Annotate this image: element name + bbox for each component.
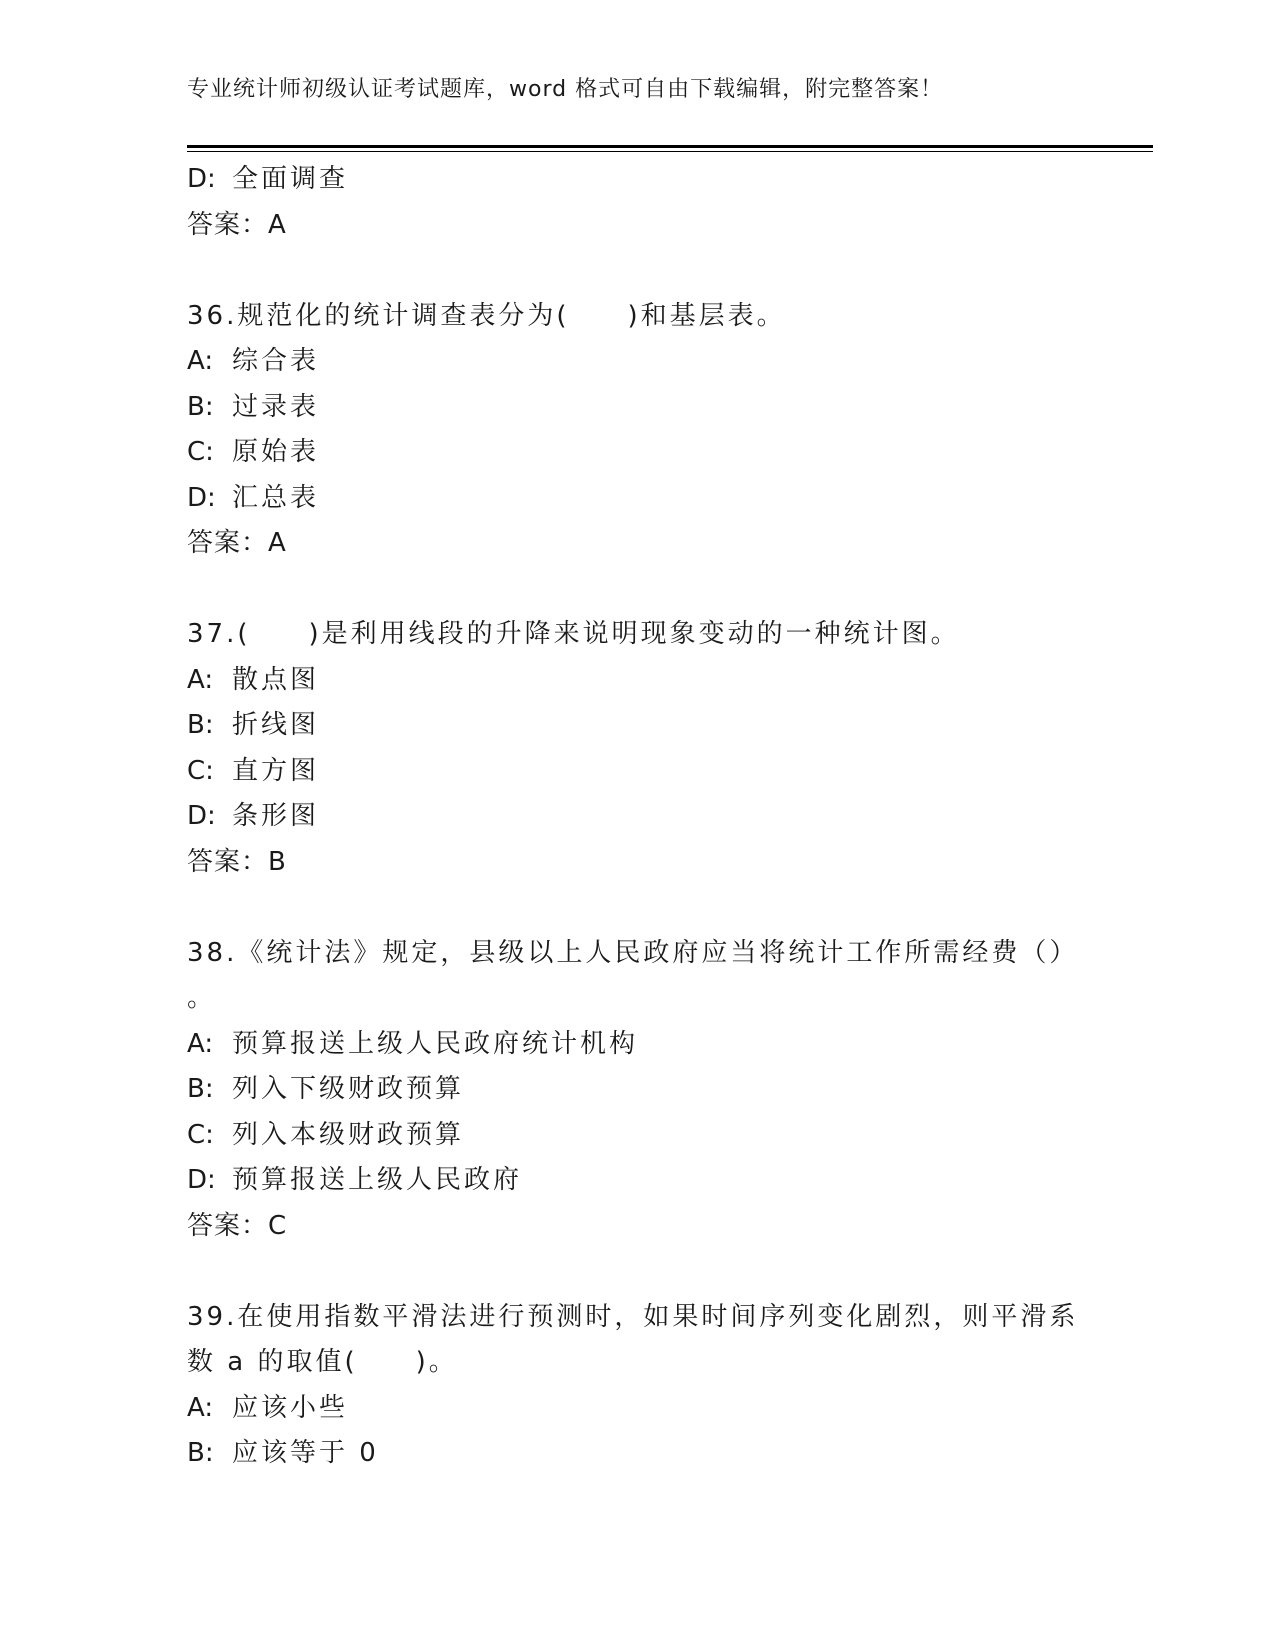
option-text: 预算报送上级人民政府统计机构 bbox=[232, 1028, 639, 1059]
option-text: 条形图 bbox=[232, 801, 320, 831]
option-text: 汇总表 bbox=[232, 482, 320, 513]
option-text: 列入下级财政预算 bbox=[232, 1074, 465, 1104]
option-key: D: bbox=[187, 482, 216, 513]
option-key: C: bbox=[187, 755, 214, 786]
option-d bbox=[187, 794, 1087, 840]
option-d bbox=[187, 157, 1087, 203]
option-key: B: bbox=[187, 1438, 214, 1468]
option-key: C: bbox=[187, 1119, 214, 1150]
question-36 bbox=[187, 294, 1087, 567]
option-a bbox=[187, 339, 1087, 385]
question-stem: 37.( )是利用线段的升降来说明现象变动的一种统计图。 bbox=[187, 619, 960, 649]
option-b bbox=[187, 703, 1087, 749]
option-d bbox=[187, 476, 1087, 522]
option-c bbox=[187, 1113, 1087, 1159]
page-header: 专业统计师初级认证考试题库，word 格式可自由下载编辑，附完整答案！ bbox=[187, 77, 944, 102]
option-text: 全面调查 bbox=[232, 164, 349, 194]
option-text: 过录表 bbox=[232, 391, 320, 422]
option-key: A: bbox=[187, 664, 214, 695]
option-b bbox=[187, 1067, 1087, 1113]
option-key: D: bbox=[187, 801, 216, 831]
option-text: 散点图 bbox=[232, 664, 320, 695]
header-rule-thick bbox=[187, 145, 1153, 148]
question-stem: 38.《统计法》规定，县级以上人民政府应当将统计工作所需经费（） bbox=[187, 937, 1079, 968]
option-d bbox=[187, 1158, 1087, 1204]
question-stem: 36.规范化的统计调查表分为( )和基层表。 bbox=[187, 300, 786, 331]
option-b bbox=[187, 1431, 1087, 1477]
option-text: 应该等于 0 bbox=[232, 1438, 379, 1468]
answer: 答案：A bbox=[187, 209, 287, 240]
question-38 bbox=[187, 931, 1087, 1250]
question-39 bbox=[187, 1295, 1087, 1477]
option-key: A: bbox=[187, 1392, 214, 1423]
option-text: 应该小些 bbox=[232, 1392, 349, 1423]
option-b bbox=[187, 385, 1087, 431]
option-a bbox=[187, 1386, 1087, 1432]
option-key: B: bbox=[187, 391, 214, 422]
option-a bbox=[187, 1022, 1087, 1068]
option-text: 折线图 bbox=[232, 710, 320, 740]
option-c bbox=[187, 430, 1087, 476]
option-text: 原始表 bbox=[232, 437, 320, 467]
option-text: 列入本级财政预算 bbox=[232, 1119, 465, 1150]
option-key: B: bbox=[187, 1074, 214, 1104]
option-key: A: bbox=[187, 1028, 214, 1059]
answer: 答案：A bbox=[187, 528, 287, 558]
answer: 答案：C bbox=[187, 1210, 288, 1241]
option-text: 综合表 bbox=[232, 346, 320, 376]
document-body bbox=[187, 157, 1087, 1477]
question-37 bbox=[187, 612, 1087, 885]
answer: 答案：B bbox=[187, 846, 287, 877]
question-stem-continued: 。 bbox=[187, 983, 217, 1013]
option-text: 直方图 bbox=[232, 755, 320, 786]
question-stem-continued: 数 a 的取值( )。 bbox=[187, 1347, 458, 1377]
option-key: C: bbox=[187, 437, 214, 467]
option-key: D: bbox=[187, 1165, 216, 1195]
option-c bbox=[187, 749, 1087, 795]
option-text: 预算报送上级人民政府 bbox=[232, 1165, 523, 1195]
option-key: A: bbox=[187, 346, 214, 376]
question-stem: 39.在使用指数平滑法进行预测时，如果时间序列变化剧烈，则平滑系 bbox=[187, 1301, 1079, 1332]
header-rule-thin bbox=[187, 151, 1153, 152]
option-key: B: bbox=[187, 710, 214, 740]
option-a bbox=[187, 658, 1087, 704]
option-key: D: bbox=[187, 164, 216, 194]
